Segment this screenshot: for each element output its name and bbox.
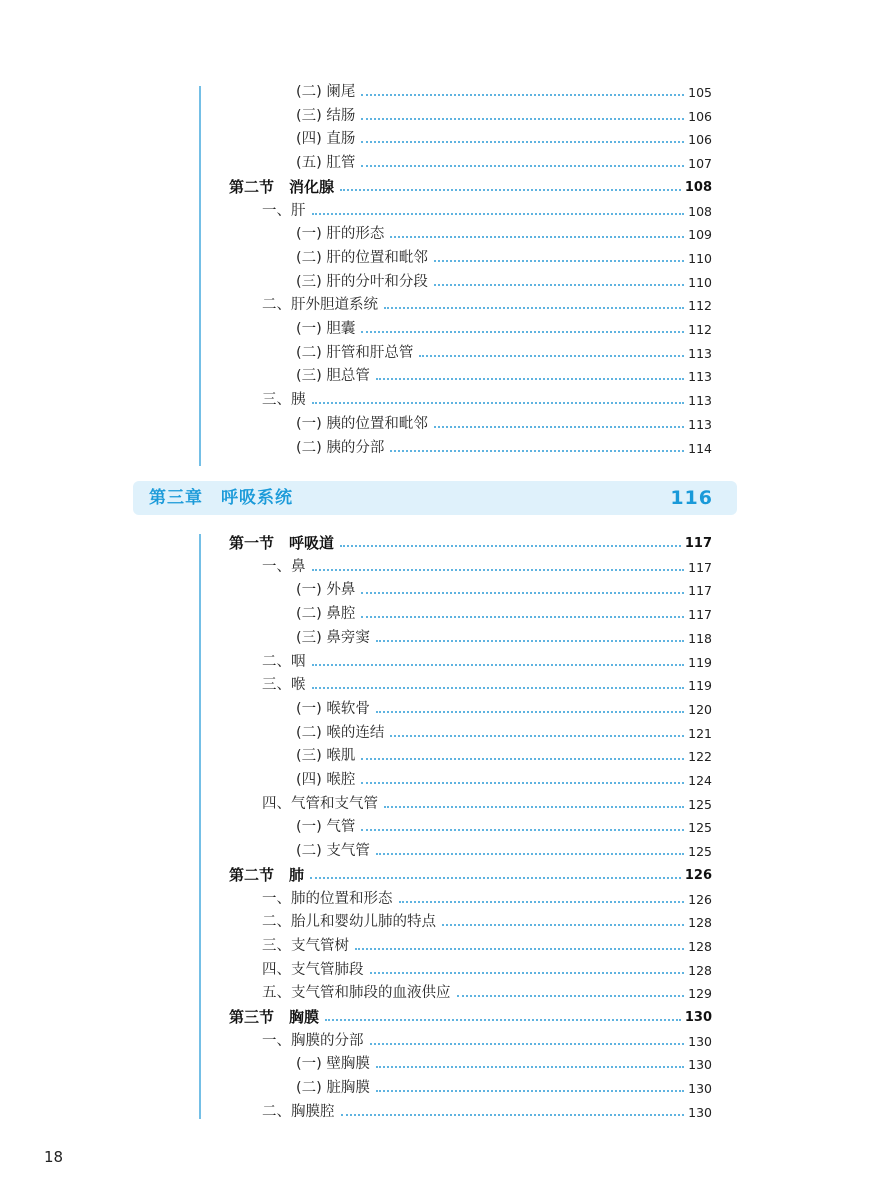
toc-entry-page: 110 — [688, 250, 712, 266]
toc-entry-page: 126 — [688, 891, 712, 907]
toc-leader-dots — [361, 829, 684, 831]
toc-entry-label: 一、胸膜的分部 — [262, 1032, 364, 1049]
toc-entry-page: 105 — [688, 85, 712, 100]
toc-entry-label: 二、咽 — [262, 653, 306, 670]
toc-entry[interactable] — [0, 864, 870, 887]
toc-entry-label: 三、支气管树 — [262, 937, 349, 954]
toc-entry[interactable] — [0, 603, 870, 626]
toc-entry-label: 三、喉 — [262, 677, 306, 694]
toc-entry-label: (二) 肝的位置和毗邻 — [296, 249, 428, 266]
toc-leader-dots — [390, 236, 684, 238]
toc-entry-page: 113 — [688, 345, 712, 361]
toc-entry[interactable] — [0, 1101, 870, 1124]
toc-leader-dots — [442, 924, 684, 926]
toc-leader-dots — [312, 569, 684, 571]
toc-leader-dots — [361, 141, 684, 143]
toc-leader-dots — [341, 1114, 684, 1116]
toc-entry-page: 108 — [688, 203, 712, 219]
toc-entry-page: 125 — [688, 820, 712, 836]
toc-entry-page: 120 — [688, 701, 712, 717]
toc-entry[interactable] — [0, 342, 870, 365]
toc-entry-page: 117 — [684, 536, 712, 551]
toc-entry-page: 125 — [688, 844, 712, 860]
toc-leader-dots — [310, 877, 681, 879]
toc-entry[interactable] — [0, 935, 870, 958]
chapter-page: 116 — [670, 487, 713, 509]
toc-entry-page: 110 — [688, 274, 712, 290]
toc-entry-page: 128 — [688, 915, 712, 931]
toc-entry-page: 126 — [684, 867, 712, 883]
toc-entry-page: 130 — [688, 1057, 712, 1073]
toc-leader-dots — [340, 189, 681, 191]
toc-entry[interactable] — [0, 532, 870, 555]
toc-entry[interactable] — [0, 413, 870, 436]
toc-entry[interactable] — [0, 651, 870, 674]
toc-leader-dots — [390, 450, 684, 452]
toc-entry[interactable] — [0, 888, 870, 911]
toc-entry[interactable] — [0, 840, 870, 863]
toc-entry[interactable] — [0, 745, 870, 768]
toc-leader-dots — [376, 853, 684, 855]
toc-entry[interactable] — [0, 294, 870, 317]
toc-leader-dots — [390, 735, 684, 737]
toc-entry-label: (二) 喉的连结 — [296, 724, 385, 741]
toc-entry-label: 第二节 消化腺 — [229, 177, 335, 196]
toc-leader-dots — [376, 1066, 684, 1068]
toc-entry[interactable] — [0, 152, 870, 175]
toc-entry-page: 129 — [688, 986, 712, 1002]
toc-entry[interactable] — [0, 627, 870, 650]
chapter-title: 第三章 呼吸系统 — [149, 488, 293, 508]
toc-entry-label: 一、肺的位置和形态 — [262, 890, 393, 907]
toc-leader-dots — [361, 616, 684, 618]
toc-entry[interactable] — [0, 722, 870, 745]
toc-entry-page: 125 — [688, 796, 712, 812]
toc-leader-dots — [419, 355, 684, 357]
toc-entry-label: 第二节 肺 — [229, 865, 305, 884]
toc-entry-label: (二) 支气管 — [296, 843, 370, 860]
toc-entry[interactable] — [0, 911, 870, 934]
toc-entry-label: 四、气管和支气管 — [262, 795, 378, 812]
toc-entry[interactable] — [0, 318, 870, 341]
toc-entry[interactable] — [0, 816, 870, 839]
toc-entry-label: 二、胸膜腔 — [262, 1103, 335, 1120]
toc-leader-dots — [361, 782, 684, 784]
toc-leader-dots — [361, 94, 684, 96]
toc-entry-page: 109 — [688, 227, 712, 243]
toc-entry-page: 130 — [688, 1104, 712, 1120]
toc-entry-label: (二) 阑尾 — [296, 84, 356, 100]
toc-leader-dots — [384, 806, 684, 808]
toc-entry-page: 117 — [688, 559, 712, 575]
toc-entry-page: 114 — [688, 440, 712, 456]
toc-entry-label: 一、肝 — [262, 202, 306, 219]
toc-entry-label: 第一节 呼吸道 — [229, 534, 335, 552]
toc-leader-dots — [434, 426, 684, 428]
toc-entry[interactable] — [0, 1006, 870, 1029]
toc-entry[interactable] — [0, 1077, 870, 1100]
toc-entry-page: 112 — [688, 298, 712, 314]
toc-entry-page: 106 — [688, 132, 712, 148]
toc-entry[interactable] — [0, 176, 870, 199]
toc-entry-page: 113 — [688, 369, 712, 385]
toc-entry-page: 119 — [688, 654, 712, 670]
toc-entry-label: 五、支气管和肺段的血液供应 — [262, 985, 451, 1002]
toc-leader-dots — [376, 640, 684, 642]
toc-entry[interactable] — [0, 200, 870, 223]
toc-entry-page: 130 — [688, 1081, 712, 1097]
toc-entry-label: (三) 结肠 — [296, 107, 356, 124]
toc-entry[interactable] — [0, 959, 870, 982]
toc-entry-page: 113 — [688, 416, 712, 432]
toc-entry-label: (三) 肝的分叶和分段 — [296, 273, 428, 290]
toc-entry[interactable] — [0, 1053, 870, 1076]
toc-entry-label: (四) 直肠 — [296, 131, 356, 148]
toc-entry-label: (三) 喉肌 — [296, 748, 356, 765]
toc-leader-dots — [312, 402, 684, 404]
toc-entry[interactable] — [0, 437, 870, 460]
toc-entry[interactable] — [0, 698, 870, 721]
toc-entry-page: 122 — [688, 749, 712, 765]
toc-leader-dots — [325, 1019, 681, 1021]
toc-entry[interactable] — [0, 105, 870, 128]
toc-entry[interactable] — [0, 271, 870, 294]
toc-leader-dots — [434, 260, 684, 262]
toc-entry[interactable] — [0, 674, 870, 697]
toc-entry[interactable] — [0, 365, 870, 388]
toc-entry[interactable] — [0, 128, 870, 151]
toc-entry-label: 四、支气管肺段 — [262, 961, 364, 978]
toc-entry-page: 108 — [684, 179, 712, 195]
toc-entry-label: (二) 脏胸膜 — [296, 1080, 370, 1097]
toc-entry[interactable] — [0, 793, 870, 816]
toc-entry-label: (二) 肝管和肝总管 — [296, 344, 414, 361]
toc-leader-dots — [361, 165, 684, 167]
toc-entry[interactable] — [0, 81, 870, 104]
chapter-heading[interactable] — [133, 481, 737, 515]
toc-entry-label: (五) 肛管 — [296, 155, 356, 172]
toc-entry[interactable] — [0, 223, 870, 246]
toc-leader-dots — [434, 284, 684, 286]
toc-entry-label: (四) 喉腔 — [296, 772, 356, 788]
toc-entry-label: (一) 喉软骨 — [296, 700, 370, 717]
toc-entry-label: 二、胎儿和婴幼儿肺的特点 — [262, 914, 436, 931]
toc-entry-label: (二) 胰的分部 — [296, 439, 385, 456]
toc-entry-label: (一) 气管 — [296, 819, 356, 836]
toc-entry-label: (三) 胆总管 — [296, 368, 370, 385]
toc-entry-label: (三) 鼻旁窦 — [296, 629, 370, 646]
toc-leader-dots — [312, 213, 684, 215]
page-number: 18 — [44, 1148, 64, 1166]
toc-leader-dots — [457, 995, 684, 997]
toc-entry-label: 二、肝外胆道系统 — [262, 297, 378, 314]
toc-entry-page: 119 — [688, 678, 712, 694]
toc-entry-page: 130 — [688, 1033, 712, 1049]
toc-leader-dots — [361, 758, 684, 760]
toc-entry[interactable] — [0, 1030, 870, 1053]
toc-entry-page: 121 — [688, 725, 712, 741]
toc-entry-page: 117 — [688, 583, 712, 599]
toc-leader-dots — [312, 664, 684, 666]
toc-entry-page: 124 — [688, 773, 712, 788]
toc-entry[interactable] — [0, 247, 870, 270]
toc-entry[interactable] — [0, 982, 870, 1005]
toc-entry-label: 三、胰 — [262, 392, 306, 409]
toc-entry-label: (二) 鼻腔 — [296, 606, 356, 623]
toc-leader-dots — [370, 972, 684, 974]
toc-entry-label: 一、鼻 — [262, 558, 306, 575]
toc-leader-dots — [312, 687, 684, 689]
toc-leader-dots — [361, 118, 684, 120]
toc-entry-label: 第三节 胸膜 — [229, 1008, 320, 1026]
toc-entry[interactable] — [0, 769, 870, 792]
toc-entry-label: (一) 肝的形态 — [296, 226, 385, 243]
toc-entry-label: (一) 胆囊 — [296, 321, 356, 337]
toc-entry[interactable] — [0, 556, 870, 579]
toc-leader-dots — [361, 331, 684, 333]
toc-entry-page: 106 — [688, 108, 712, 124]
toc-leader-dots — [384, 307, 684, 309]
toc-entry-page: 130 — [684, 1010, 712, 1025]
toc-leader-dots — [361, 592, 684, 594]
toc-leader-dots — [355, 948, 684, 950]
toc-entry[interactable] — [0, 579, 870, 602]
toc-leader-dots — [376, 378, 684, 380]
toc-entry-page: 118 — [688, 630, 712, 646]
toc-leader-dots — [376, 1090, 684, 1092]
toc-entry-label: (一) 壁胸膜 — [296, 1056, 370, 1073]
toc-leader-dots — [340, 545, 681, 547]
toc-entry-page: 117 — [688, 607, 712, 623]
toc-entry-page: 112 — [688, 322, 712, 337]
toc-entry-page: 128 — [688, 962, 712, 978]
toc-entry-page: 128 — [688, 938, 712, 954]
toc-leader-dots — [370, 1043, 684, 1045]
toc-entry[interactable] — [0, 389, 870, 412]
toc-leader-dots — [399, 901, 684, 903]
toc-entry-label: (一) 胰的位置和毗邻 — [296, 415, 428, 432]
toc-leader-dots — [376, 711, 684, 713]
toc-entry-page: 113 — [688, 393, 712, 409]
toc-entry-page: 107 — [688, 156, 712, 172]
toc-entry-label: (一) 外鼻 — [296, 582, 356, 599]
